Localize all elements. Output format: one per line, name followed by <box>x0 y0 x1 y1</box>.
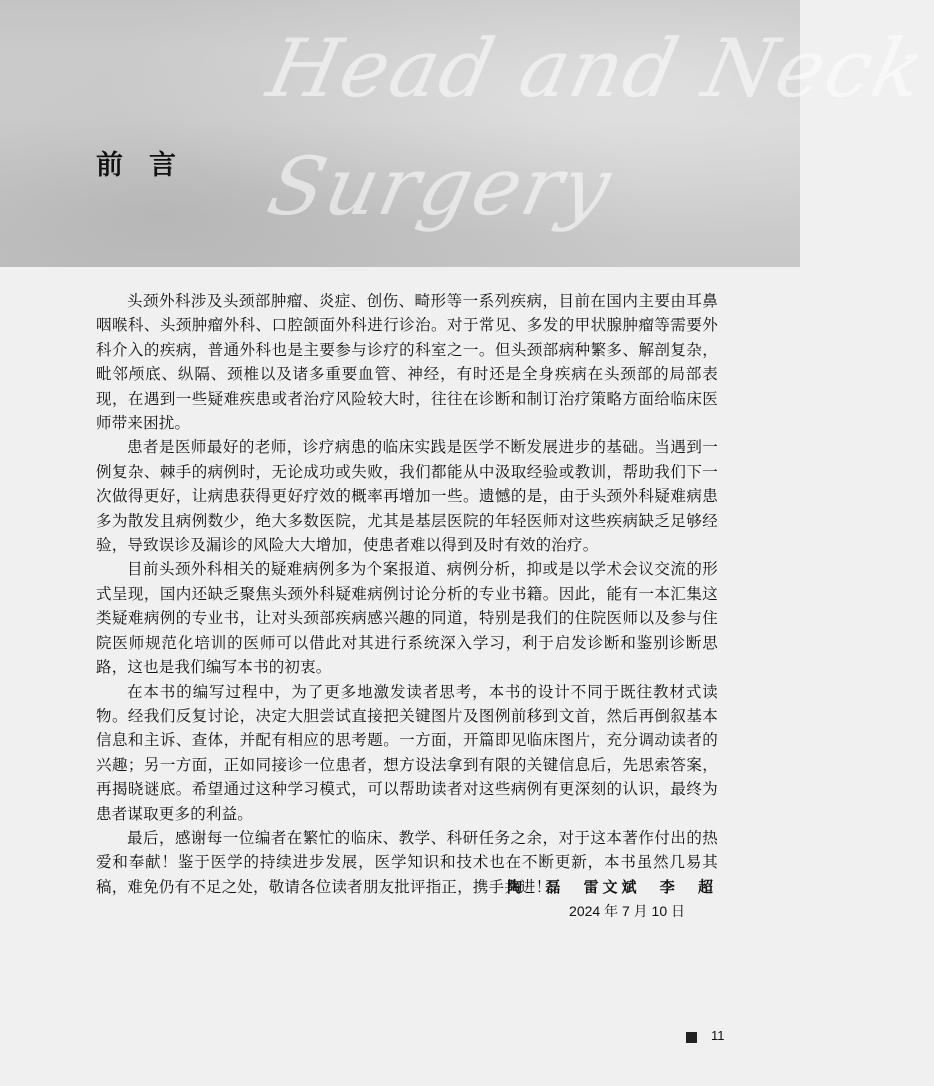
paragraph-2: 患者是医师最好的老师，诊疗病患的临床实践是医学不断发展进步的基础。当遇到一例复杂、棘手的病例时，无论成功或失败，我们都能从中汲取经验或教训，帮助我们下一次做得更好，让病患获得更好疗效的概率再增加一些。遗憾的是，由于头颈外科疑难病患多为散发且病例数少，绝大多数医院，尤其是基层医院的年轻医师对这些疾病缺乏足够经验，导致误诊及漏诊的风险大大增加，使患者难以得到及时有效的治疗。 <box>96 438 718 555</box>
authors: 陶 磊 雷文斌 李 超 <box>507 878 717 896</box>
page-number: 11 <box>711 1028 725 1043</box>
paragraph-3: 目前头颈外科相关的疑难病例多为个案报道、病例分析，抑或是以学术会议交流的形式呈现，国内还缺乏聚焦头颈外科疑难病例讨论分析的专业书籍。因此，能有一本汇集这类疑难病例的专业书，让对头颈部疾病感兴趣的同道，特别是我们的住院医师以及参与住院医师规范化培训的医师可以借此对其进行系统深入学习，利于启发诊断和鉴别诊断思路，这也是我们编写本书的初衷。 <box>96 560 718 677</box>
header-banner <box>0 0 934 267</box>
paragraph-4: 在本书的编写过程中，为了更多地激发读者思考，本书的设计不同于既往教材式读物。经我们反复讨论，决定大胆尝试直接把关键图片及图例前移到文首，然后再倒叙基本信息和主诉、查体，并配有相应的思考题。一方面，开篇即见临床图片，充分调动读者的兴趣；另一方面，正如同接诊一位患者，想方设法拿到有限的关键信息后，先思索答案，再揭晓谜底。希望通过这种学习模式，可以帮助读者对这些病例有更深刻的认识，最终为患者谋取更多的利益。 <box>96 682 718 823</box>
page-marker-square-icon <box>686 1032 697 1043</box>
date: 2024 年 7 月 10 日 <box>569 903 685 919</box>
watermark-head-and-neck: Head and Neck <box>260 22 934 115</box>
page-title: 前言 <box>96 150 202 181</box>
paragraph-5: 最后，感谢每一位编者在繁忙的临床、教学、科研任务之余，对于这本著作付出的热爱和奉献！鉴于医学的持续进步发展，医学知识和技术也在不断更新，本书虽然几易其稿，难免仍有不足之处，敬请各位读者朋友批评指正，携手共进！ <box>96 828 718 896</box>
watermark-surgery: Surgery <box>260 140 621 233</box>
preface-body <box>96 289 718 899</box>
signature-block <box>507 876 717 921</box>
paragraph-1: 头颈外科涉及头颈部肿瘤、炎症、创伤、畸形等一系列疾病，目前在国内主要由耳鼻咽喉科、头颈肿瘤外科、口腔颌面外科进行诊治。对于常见、多发的甲状腺肿瘤等需要外科介入的疾病，普通外科也是主要参与诊疗的科室之一。但头颈部病种繁多、解剖复杂，毗邻颅底、纵隔、颈椎以及诸多重要血管、神经，有时还是全身疾病在头颈部的局部表现，在遇到一些疑难疾患或者治疗风险较大时，往往在诊断和制订治疗策略方面给临床医师带来困扰。 <box>96 292 718 433</box>
